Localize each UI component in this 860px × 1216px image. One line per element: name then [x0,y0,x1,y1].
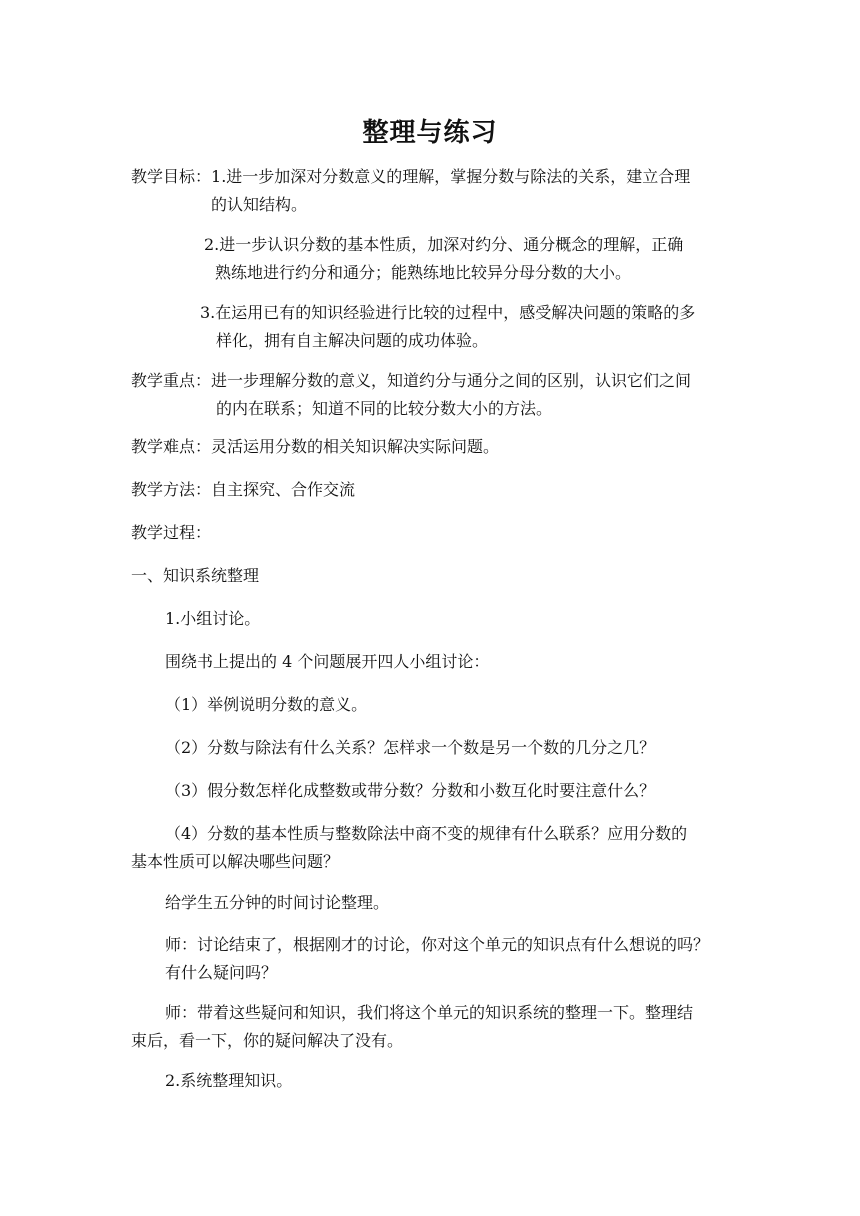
document-title: 整理与练习 [362,118,498,148]
teacher-remark-2-line-2: 束后，看一下，你的疑问解决了没有。 [131,1031,404,1050]
objective-1-line-1: 1.进一步加深对分数意义的理解，掌握分数与除法的关系，建立合理 [211,167,691,186]
step-1-intro: 围绕书上提出的 4 个问题展开四人小组讨论： [165,652,490,671]
question-4-line-2: 基本性质可以解决哪些问题？ [131,852,340,871]
objective-1-line-2: 的认知结构。 [211,195,308,214]
difficulties: 教学难点：灵活运用分数的相关知识解决实际问题。 [131,437,500,456]
objective-3-line-1: 3.在运用已有的知识经验进行比较的过程中，感受解决问题的策略的多 [200,303,696,322]
question-1: （1）举例说明分数的意义。 [165,695,368,714]
objective-2-line-1: 2.进一步认识分数的基本性质，加深对约分、通分概念的理解，正确 [204,235,684,254]
time-note: 给学生五分钟的时间讨论整理。 [165,893,390,912]
key-points-line-1: 教学重点：进一步理解分数的意义，知道约分与通分之间的区别，认识它们之间 [131,371,692,390]
key-points-line-2: 的内在联系；知道不同的比较分数大小的方法。 [216,399,553,418]
teacher-remark-2-line-1: 师：带着这些疑问和知识，我们将这个单元的知识系统的整理一下。整理结 [165,1003,694,1022]
section-heading: 一、知识系统整理 [131,566,260,585]
question-4-line-1: （4）分数的基本性质与整数除法中商不变的规律有什么联系？应用分数的 [165,824,688,843]
step-2: 2.系统整理知识。 [165,1071,293,1090]
objective-2-line-2: 熟练地进行约分和通分；能熟练地比较异分母分数的大小。 [215,263,632,282]
methods: 教学方法：自主探究、合作交流 [131,480,356,499]
objectives-label: 教学目标： [131,167,212,186]
objective-3-line-2: 样化，拥有自主解决问题的成功体验。 [216,331,489,350]
question-3: （3）假分数怎样化成整数或带分数？分数和小数互化时要注意什么？ [165,781,656,800]
teacher-remark-1-line-1: 师：讨论结束了，根据刚才的讨论，你对这个单元的知识点有什么想说的吗？ [165,935,710,954]
teacher-remark-1-line-2: 有什么疑问吗？ [165,963,278,982]
step-1: 1.小组讨论。 [165,609,261,628]
process-label: 教学过程： [131,523,212,542]
question-2: （2）分数与除法有什么关系？怎样求一个数是另一个数的几分之几？ [165,738,656,757]
